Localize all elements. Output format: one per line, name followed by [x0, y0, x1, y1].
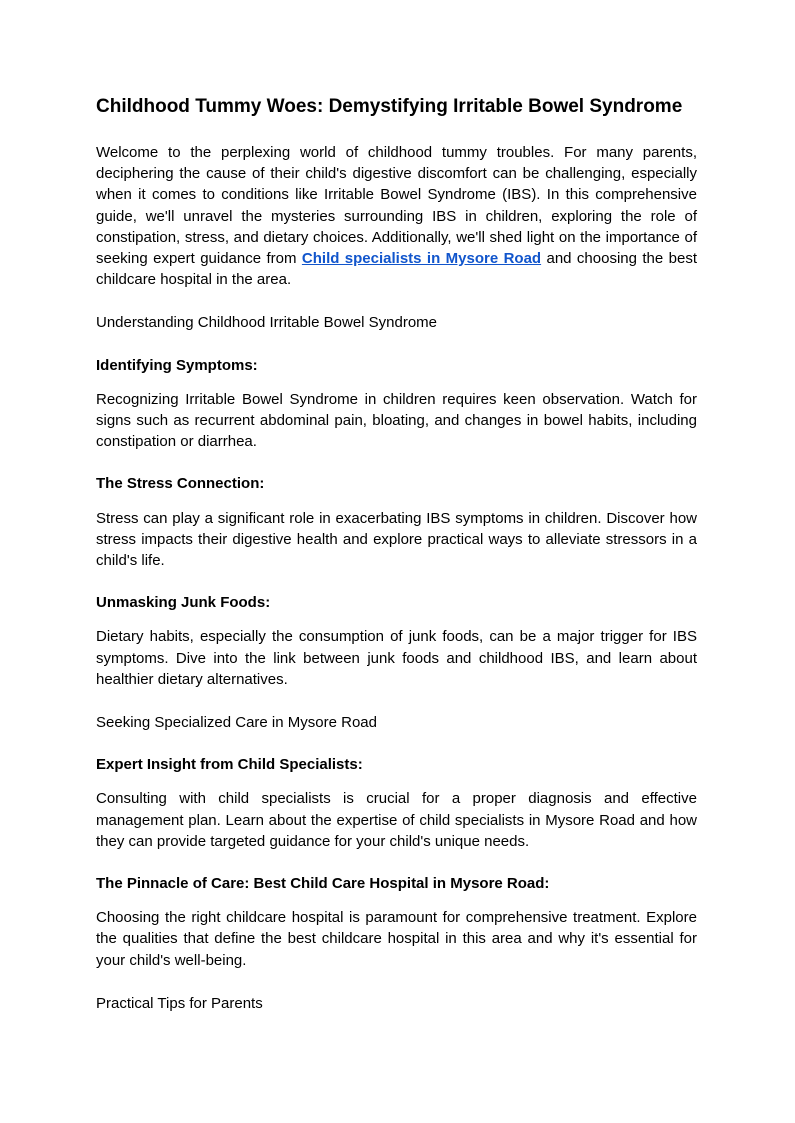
document-content — [96, 93, 697, 1014]
heading-expert-insight: Expert Insight from Child Specialists: — [96, 756, 363, 774]
section-practical-tips: Practical Tips for Parents — [96, 994, 263, 1012]
symptoms-paragraph: Recognizing Irritable Bowel Syndrome in children requires keen observation. Watch for signs such as recurrent abdominal pain, bloating, and changes in bowel habits, including constipation or diarrhea. — [96, 390, 697, 451]
intro-paragraph — [96, 142, 697, 290]
page-title: Childhood Tummy Woes: Demystifying Irritable Bowel Syndrome — [96, 96, 683, 117]
pinnacle-paragraph: Choosing the right childcare hospital is paramount for comprehensive treatment. Explore the qualities that define the best childcare hospital in this area and why it's essential for your child's well-being. — [96, 909, 697, 969]
heading-identifying-symptoms: Identifying Symptoms: — [96, 356, 258, 374]
intro-text-after-link: and choosing the best childcare hospital in the area. — [96, 250, 697, 289]
heading-junk-foods: Unmasking Junk Foods: — [96, 594, 271, 612]
heading-pinnacle-of-care: The Pinnacle of Care: Best Child Care Hospital in Mysore Road: — [96, 875, 550, 893]
stress-paragraph: Stress can play a significant role in exacerbating IBS symptoms in children. Discover how stress impacts their digestive health and explore practical ways to alleviate stressors in a child's life. — [96, 509, 697, 570]
section-understanding: Understanding Childhood Irritable Bowel Syndrome — [96, 314, 438, 332]
section-seeking-care: Seeking Specialized Care in Mysore Road — [96, 714, 377, 732]
junk-foods-paragraph: Dietary habits, especially the consumption of junk foods, can be a major trigger for IBS symptoms. Dive into the link between junk foods and childhood IBS, and learn about healthier dietary alternatives. — [96, 628, 697, 688]
intro-text-before-link: Welcome to the perplexing world of childhood tummy troubles. For many parents, deciphering the cause of their child's digestive discomfort can be challenging, especially when it comes to conditions like Irritable Bowel Syndrome (IBS). In this comprehensive guide, we'll unravel the mysteries surrounding IBS in children, exploring the role of constipation, stress, and dietary choices. Additionally, we'll shed light on the importance of seeking expert guidance from — [96, 144, 697, 268]
child-specialists-link[interactable]: Child specialists in Mysore Road — [301, 250, 542, 268]
heading-stress-connection: The Stress Connection: — [96, 475, 265, 493]
expert-paragraph: Consulting with child specialists is crucial for a proper diagnosis and effective management plan. Learn about the expertise of child specialists in Mysore Road and how they can provide targeted guidance for your child's unique needs. — [96, 790, 697, 850]
